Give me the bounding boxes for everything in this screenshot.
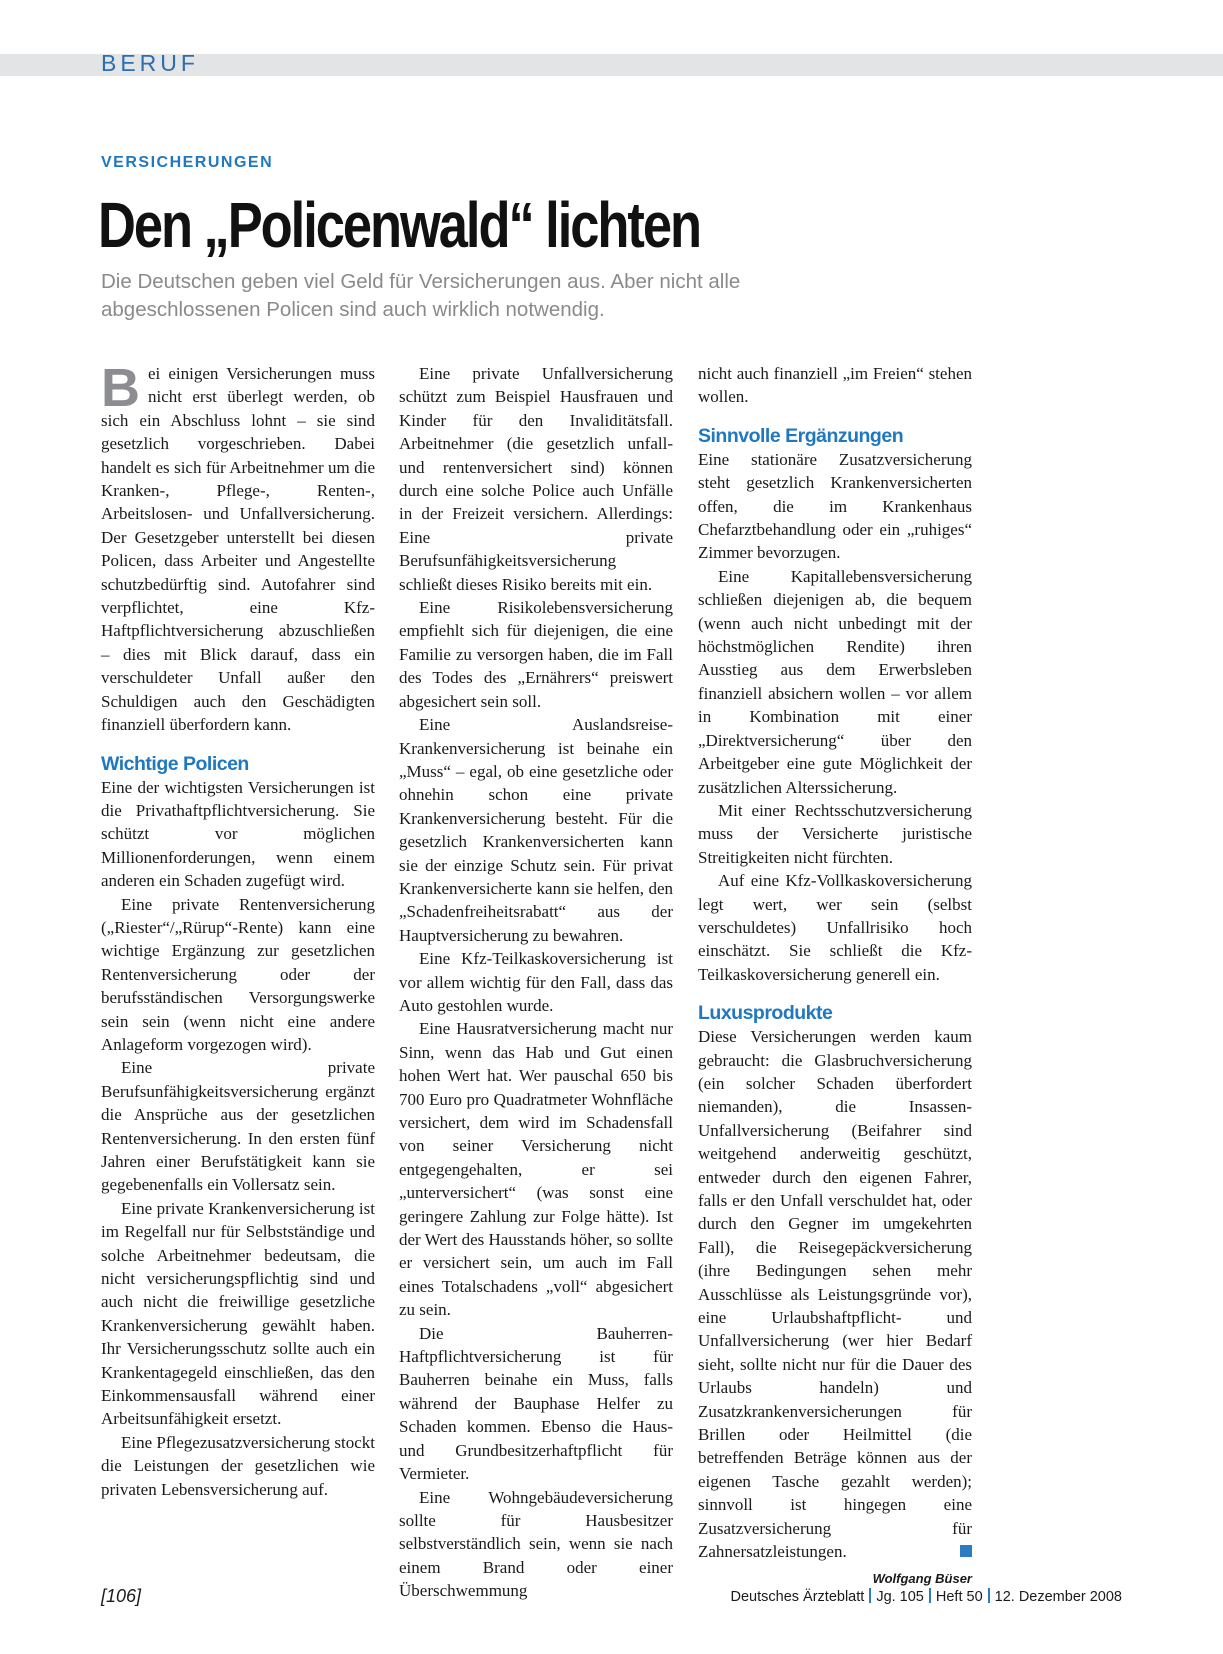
volume: Jg. 105 xyxy=(876,1589,924,1605)
subtitle: Die Deutschen geben viel Geld für Versicherungen aus. Aber nicht alle abgeschlossenen Policen sind auch wirklich notwendig. xyxy=(101,270,741,321)
paragraph-text: Diese Versicherungen werden kaum gebraucht: die Glasbruchversicherung (ein solcher Schaden überfordert niemanden), die Insassen-Unfallversicherung (Beifahrer sind weitgehend anderweitig geschützt, entweder durch den eigenen Fahrer, falls er den Unfall verschuldet hat, oder durch den Gegner im umgekehrten Fall), die Reisegepäckversicherung (ihre Bedingungen sehen mehr Ausschlüsse als Leistungsgründe vor), eine Urlaubshaftpflicht- und Unfallversicherung (wer hier Bedarf sieht, sollte nicht nur für die Dauer des Urlaubs handeln) und Zusatzkrankenversicherungen für Brillen oder Heilmittel (die betreffenden Beträge können aus der eigenen Tasche gezahlt werden); sinnvoll ist hingegen eine Zusatzversicherung für Zahnersatzleistungen. xyxy=(698,1027,972,1562)
paragraph: Eine Wohngebäudeversicherung sollte für Hausbesitzer selbstverständlich sein, wenn sie nach einem Brand oder einer Überschwemmung xyxy=(399,1487,673,1601)
column-2 xyxy=(399,362,673,1603)
paragraph: Eine Pflegezusatzversicherung stockt die Leistungen der gesetzlichen wie privaten Lebensversicherung auf. xyxy=(101,1432,375,1499)
section-label: BERUF xyxy=(101,50,199,76)
paragraph: Eine Auslandsreise-Krankenversicherung ist beinahe ein „Muss“ – egal, ob eine gesetzliche oder ohnehin schon eine private Krankenversicherung besteht. Für die gesetzlich Krankenversicherten kann sie der einzige Schutz sein. Für privat Krankenversicherte kann sie helfen, den „Schadenfreiheitsrabatt“ aus der Hauptversicherung zu bewahren. xyxy=(399,715,673,945)
separator xyxy=(929,1588,931,1603)
paragraph-text: ei einigen Versicherungen muss nicht erst überlegt werden, ob sich ein Abschluss lohnt – sie sind gesetzlich vorgeschrieben. Dabei handelt es sich für Arbeitnehmer um die Kranken-, Pflege-, Renten-, Arbeitslosen- und Unfallversicherung. Der Gesetzgeber unterstellt bei diesen Policen, dass Arbeiter und Angestellte schutzbedürftig sind. Autofahrer sind verpflichtet, eine Kfz-Haftpflichtversicherung abzuschließen – dies mit Blick darauf, dass ein verschuldeter Unfall außer den Schuldigen auch den Geschädigten finanziell überfordern kann. xyxy=(101,364,375,735)
drop-cap: B xyxy=(101,358,140,418)
column-1 xyxy=(101,358,375,1501)
paragraph: nicht auch finanziell „im Freien“ stehen wollen. xyxy=(698,364,972,407)
subheading-luxusprodukte: Luxusprodukte xyxy=(698,1002,833,1025)
paragraph: Eine private Berufsunfähigkeitsversicherung ergänzt die Ansprüche aus der gesetzlichen Rentenversicherung. In den ersten fünf Jahren einer Berufstätigkeit kann sie gegebenenfalls ein Vollersatz sein. xyxy=(101,1058,375,1195)
journal-name: Deutsches Ärzteblatt xyxy=(730,1589,865,1605)
paragraph: Eine der wichtigsten Versicherungen ist die Privathaftpflichtversicherung. Sie schützt vor möglichen Millionenforderungen, wenn einem anderen ein Schaden zugefügt wird. xyxy=(101,777,375,891)
subheading-wichtige-policen: Wichtige Policen xyxy=(101,752,249,775)
separator xyxy=(869,1588,871,1603)
paragraph: Eine private Rentenversicherung („Riester“/„Rürup“-Rente) kann eine wichtige Ergänzung zur gesetzlichen Rentenversicherung oder der berufsständischen Versorgungswerke sein sein (wenn nicht eine andere Anlageform vorgezogen wird). xyxy=(101,894,375,1054)
date: 12. Dezember 2008 xyxy=(994,1589,1122,1605)
paragraph: Eine private Unfallversicherung schützt zum Beispiel Hausfrauen und Kinder für den Invaliditätsfall. Arbeitnehmer (die gesetzlich unfall- und rentenversichert sind) können durch eine solche Police auch Unfälle in der Freizeit versichern. Allerdings: Eine private Berufsunfähigkeitsversicherung schließt dieses Risiko bereits mit ein. xyxy=(399,364,673,594)
paragraph: Eine Hausratversicherung macht nur Sinn, wenn das Hab und Gut einen hohen Wert hat. Wer pauschal 650 bis 700 Euro pro Quadratmeter Wohnfläche versichert, dem wird im Schadensfall von seiner Versicherung nicht entgegengehalten, er sei „unterversichert“ (was sonst eine geringere Zahlung zur Folge hätte). Ist der Wert des Hausstands höher, so sollte er versichert sein, um auch im Fall eines Totalschadens „voll“ abgesichert zu sein. xyxy=(399,1019,673,1320)
end-mark-icon xyxy=(960,1545,972,1557)
page-number: [106] xyxy=(101,1586,142,1606)
paragraph: Eine Kapitallebensversicherung schließen diejenigen ab, die bequem (wenn auch nicht unbedingt mit der höchstmöglichen Rendite) ihren Ausstieg aus dem Erwerbsleben finanziell absichern wollen – vor allem in Kombination mit einer „Direktversicherung“ über den Arbeitgeber eine gute Möglichkeit der zusätzlichen Alterssicherung. xyxy=(698,566,972,797)
footer xyxy=(731,1588,1122,1605)
paragraph xyxy=(698,1025,972,1563)
paragraph: Eine stationäre Zusatzversicherung steht gesetzlich Krankenversicherten offen, die im Krankenhaus Chefarztbehandlung oder ein „ruhiges“ Zimmer bevorzugen. xyxy=(698,449,972,563)
author: Wolfgang Büser xyxy=(872,1570,972,1586)
issue: Heft 50 xyxy=(935,1589,983,1605)
paragraph: Eine Risikolebensversicherung empfiehlt sich für diejenigen, die eine Familie zu versorgen haben, die im Fall des Todes des „Ernährers“ preiswert abgesichert sein soll. xyxy=(399,598,673,711)
subheading-sinnvolle-ergaenzungen: Sinnvolle Ergänzungen xyxy=(698,424,904,447)
paragraph: Auf eine Kfz-Vollkaskoversicherung legt wert, wer sein (selbst verschuldetes) Unfallrisiko hoch einschätzt. Sie schließt die Kfz-Teilkaskoversicherung generell ein. xyxy=(698,871,972,984)
paragraph: Mit einer Rechtsschutzversicherung muss der Versicherte juristische Streitigkeiten nicht fürchten. xyxy=(698,800,972,867)
paragraph: Eine Kfz-Teilkaskoversicherung ist vor allem wichtig für den Fall, dass das Auto gestohlen wurde. xyxy=(399,949,673,1015)
kicker: VERSICHERUNGEN xyxy=(101,154,274,171)
column-3 xyxy=(698,362,972,1590)
separator xyxy=(988,1588,990,1603)
paragraph xyxy=(101,358,375,737)
paragraph: Die Bauherren-Haftpflichtversicherung ist für Bauherren beinahe ein Muss, falls während der Bauphase Helfer zu Schaden kommen. Ebenso die Haus- und Grundbesitzerhaftpflicht für Vermieter. xyxy=(399,1323,673,1484)
headline: Den „Policenwald“ lichten xyxy=(98,189,700,261)
paragraph: Eine private Krankenversicherung ist im Regelfall nur für Selbstständige und solche Arbeitnehmer bedeutsam, die nicht versicherungspflichtig sind und auch nicht die freiwillige gesetzliche Krankenversicherung gewählt haben. Ihr Versicherungsschutz sollte auch ein Krankentagegeld einschließen, das den Einkommensausfall während einer Arbeitsunfähigkeit ersetzt. xyxy=(101,1198,375,1429)
